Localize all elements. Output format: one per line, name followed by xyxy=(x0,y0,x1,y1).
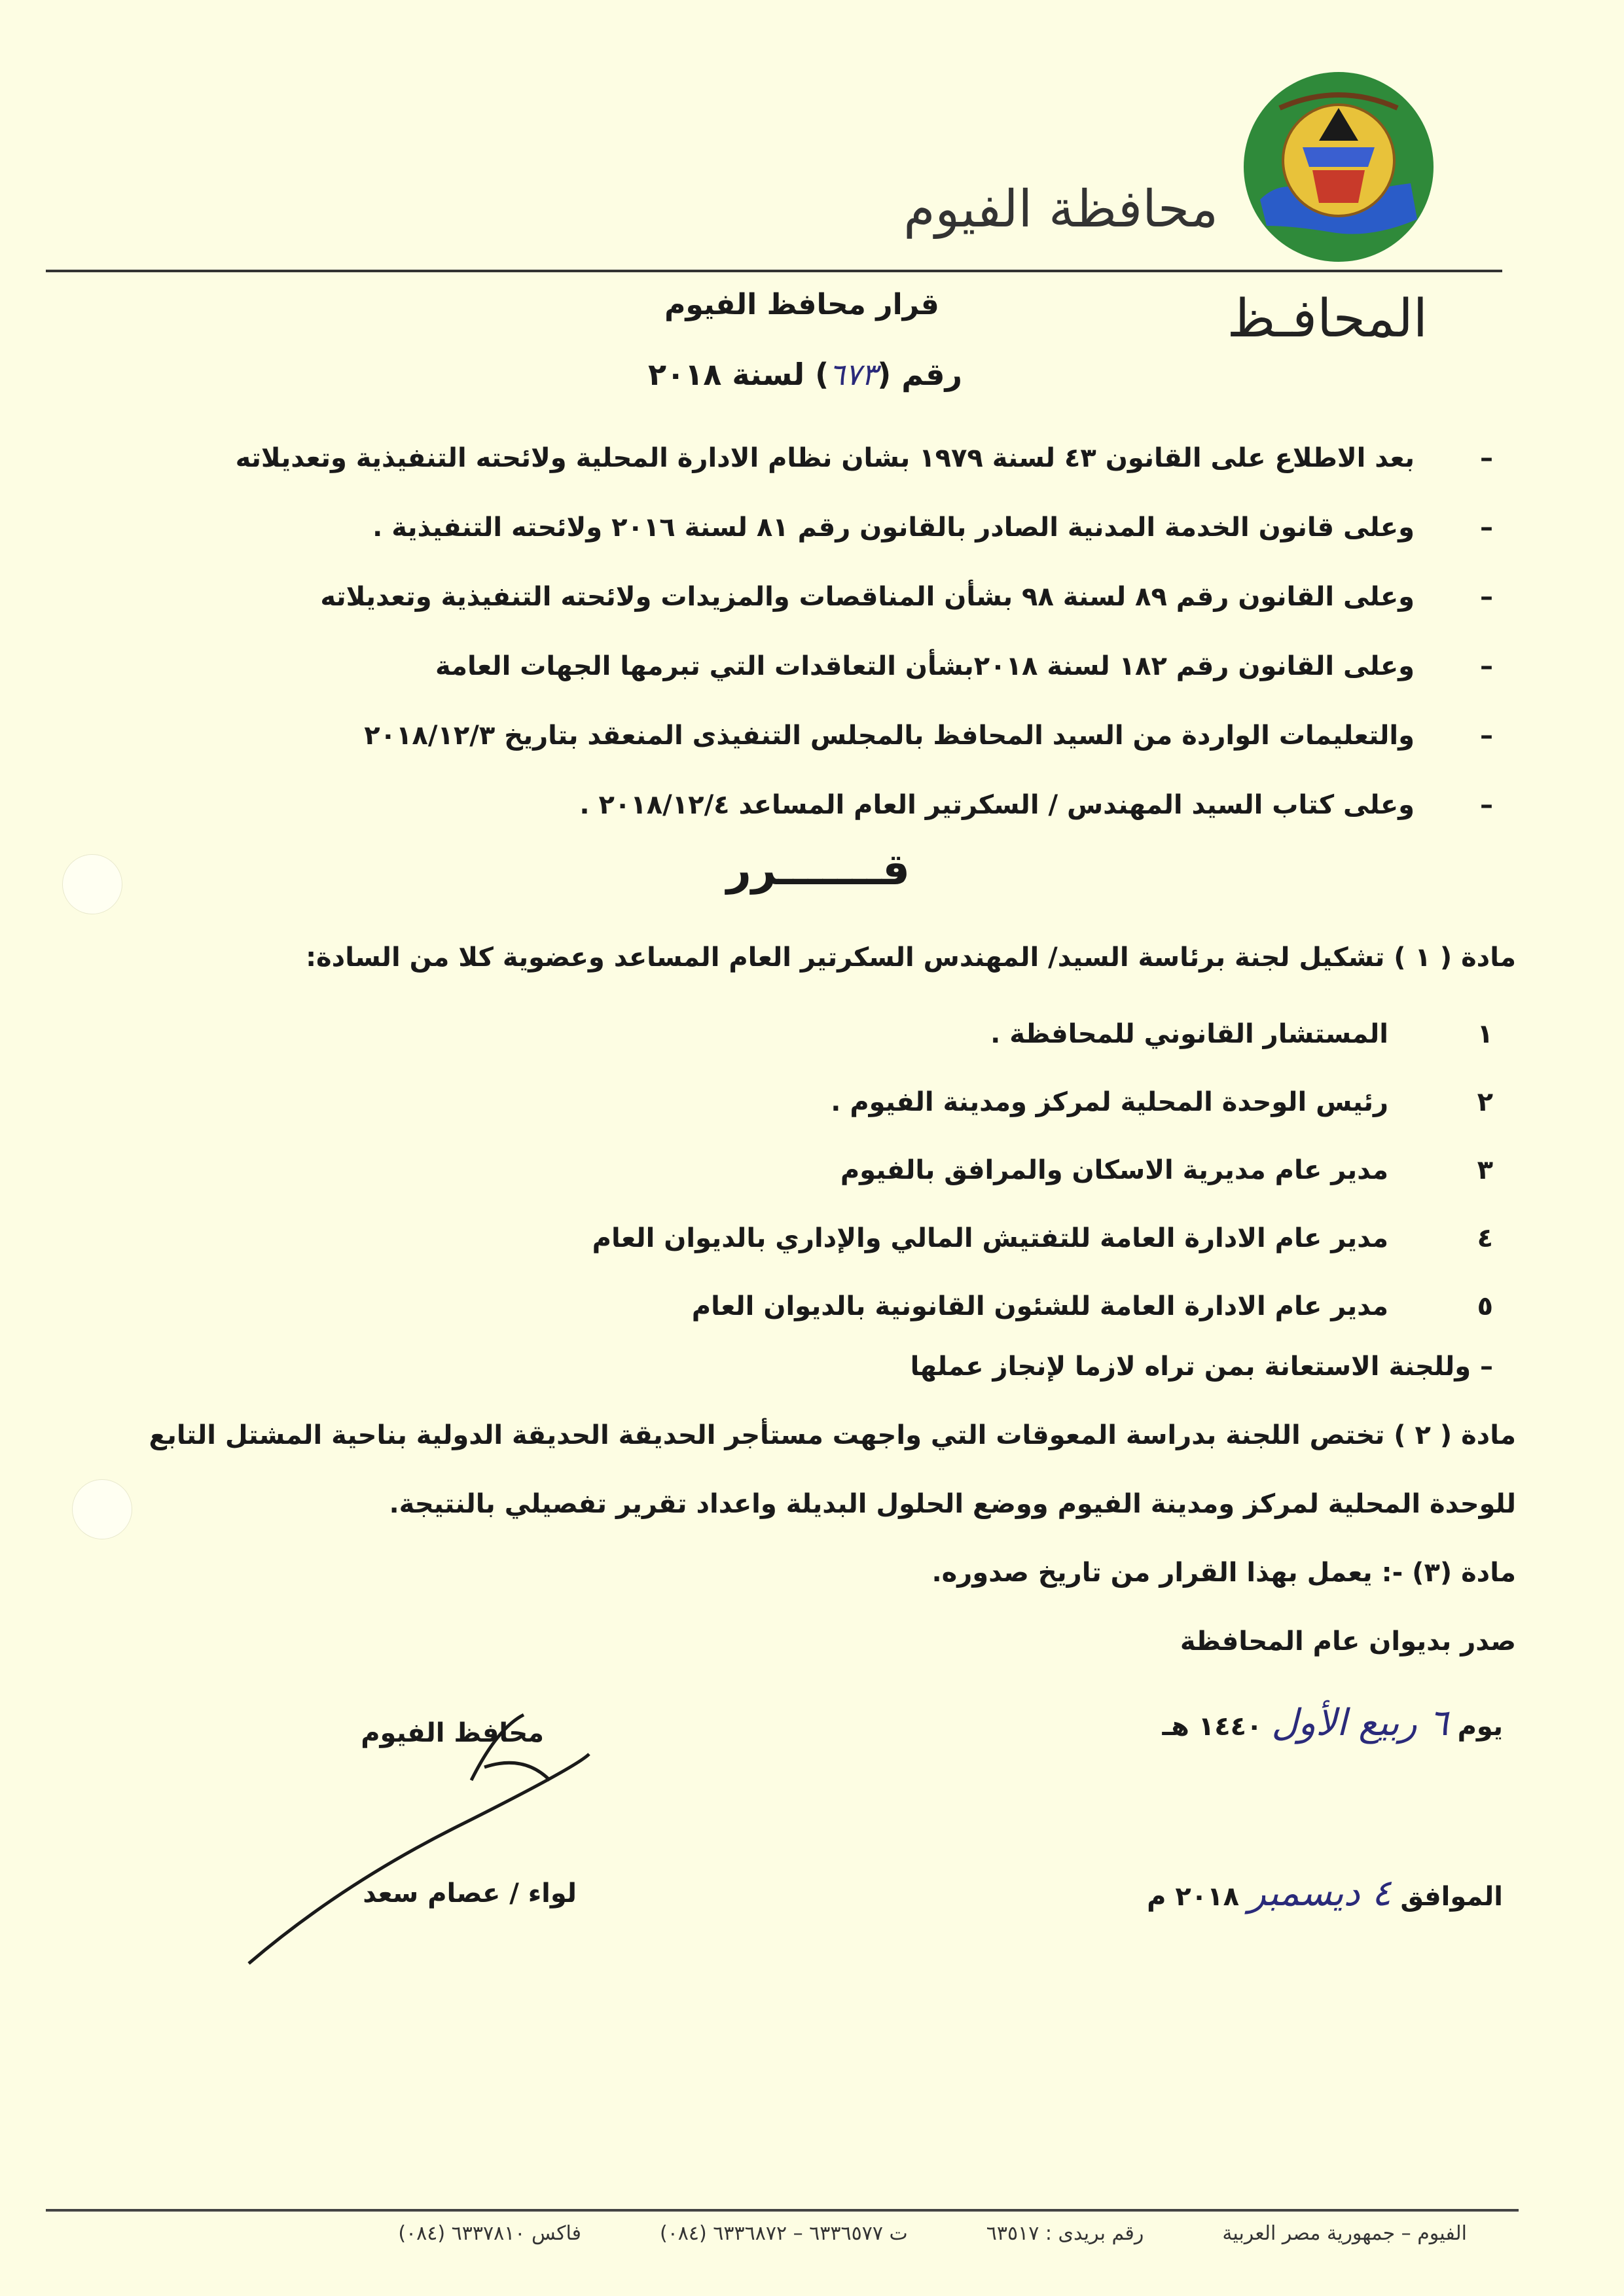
footer-fax: فاكس ٦٣٣٧٨١٠ (٠٨٤) xyxy=(398,2222,581,2245)
preamble-text: وعلى القانون رقم ٨٩ لسنة ٩٨ بشأن المناقصات والمزيدات ولائحته التنفيذية وتعديلاته xyxy=(320,582,1415,612)
gregorian-prefix: الموافق xyxy=(1400,1882,1503,1912)
member-text: مدير عام الادارة العامة للشئون القانونية بالديوان العام xyxy=(691,1291,1388,1321)
preamble-dash: – xyxy=(1480,790,1493,820)
preamble-dash: – xyxy=(1480,582,1493,612)
governor-title: المحافـظ xyxy=(1227,288,1428,349)
hijri-handwritten: ٦ ربيع الأول xyxy=(1271,1702,1449,1744)
member-number: ٢ xyxy=(1477,1087,1493,1117)
preamble-dash: – xyxy=(1480,443,1493,473)
decision-number-handwritten: ٦٧٣ xyxy=(829,357,878,392)
hijri-year: ١٤٤٠ هـ xyxy=(1162,1712,1263,1742)
footer-divider xyxy=(46,2209,1519,2212)
decision-number-prefix: رقم ( xyxy=(877,357,962,392)
assistance-note: – وللجنة الاستعانة بمن تراه لازما لإنجاز عملها xyxy=(910,1352,1493,1382)
article-2-line-2: للوحدة المحلية لمركز ومدينة الفيوم ووضع الحلول البديلة واعداد تقرير تفصيلي بالنتيجة. xyxy=(389,1489,1516,1519)
decision-number-suffix: ) لسنة ٢٠١٨ xyxy=(648,357,829,392)
preamble-dash: – xyxy=(1480,651,1493,681)
preamble-text: وعلى القانون رقم ١٨٢ لسنة ٢٠١٨بشأن التعاقدات التي تبرمها الجهات العامة xyxy=(435,651,1415,681)
article-3: مادة (٣) -: يعمل بهذا القرار من تاريخ صدوره. xyxy=(931,1558,1516,1588)
member-number: ١ xyxy=(1477,1019,1493,1049)
member-number: ٥ xyxy=(1477,1291,1493,1321)
gregorian-year: ٢٠١٨ م xyxy=(1147,1882,1239,1912)
footer-postal: رقم بريدى : ٦٣٥١٧ xyxy=(986,2222,1144,2245)
member-number: ٣ xyxy=(1477,1155,1493,1185)
gregorian-handwritten: ٤ ديسمبر xyxy=(1248,1872,1392,1914)
signatory-title: محافظ الفيوم xyxy=(361,1718,544,1748)
governorate-name: محافظة الفيوم xyxy=(903,180,1218,239)
decision-title: قرار محافظ الفيوم xyxy=(664,288,939,321)
preamble-text: وعلى قانون الخدمة المدنية الصادر بالقانون رقم ٨١ لسنة ٢٠١٦ ولائحته التنفيذية . xyxy=(372,512,1415,543)
footer xyxy=(398,2222,1467,2245)
article-2-line-1: مادة ( ٢ ) تختص اللجنة بدراسة المعوقات التي واجهت مستأجر الحديقة الحديقة الدولية بناحية المشتل التابع xyxy=(149,1420,1516,1450)
preamble-text: بعد الاطلاع على القانون ٤٣ لسنة ١٩٧٩ بشان نظام الادارة المحلية ولائحته التنفيذية وتعديلاته xyxy=(235,443,1415,473)
footer-phone: ت ٦٣٣٦٥٧٧ – ٦٣٣٦٨٧٢ (٠٨٤) xyxy=(659,2222,908,2245)
member-text: رئيس الوحدة المحلية لمركز ومدينة الفيوم . xyxy=(831,1087,1388,1117)
member-text: مدير عام مديرية الاسكان والمرافق بالفيوم xyxy=(840,1155,1388,1185)
decided-heading: قـــــــرر xyxy=(726,844,911,895)
preamble-text: وعلى كتاب السيد المهندس / السكرتير العام المساعد ٢٠١٨/١٢/٤ . xyxy=(579,790,1415,820)
member-text: المستشار القانوني للمحافظة . xyxy=(990,1019,1388,1049)
footer-address: الفيوم – جمهورية مصر العربية xyxy=(1222,2222,1467,2245)
issued-at: صدر بديوان عام المحافظة xyxy=(1180,1626,1516,1657)
signatory-name: لواء / عصام سعد xyxy=(363,1878,577,1909)
hijri-prefix: يوم xyxy=(1457,1712,1503,1742)
preamble-text: والتعليمات الواردة من السيد المحافظ بالمجلس التنفيذى المنعقد بتاريخ ٢٠١٨/١٢/٣ xyxy=(364,721,1415,751)
member-number: ٤ xyxy=(1477,1223,1493,1253)
preamble-dash: – xyxy=(1480,512,1493,543)
preamble-dash: – xyxy=(1480,721,1493,751)
member-text: مدير عام الادارة العامة للتفتيش المالي والإداري بالديوان العام xyxy=(592,1223,1388,1253)
article-1: مادة ( ١ ) تشكيل لجنة برئاسة السيد/ المهندس السكرتير العام المساعد وعضوية كلا من السادة: xyxy=(306,942,1516,973)
